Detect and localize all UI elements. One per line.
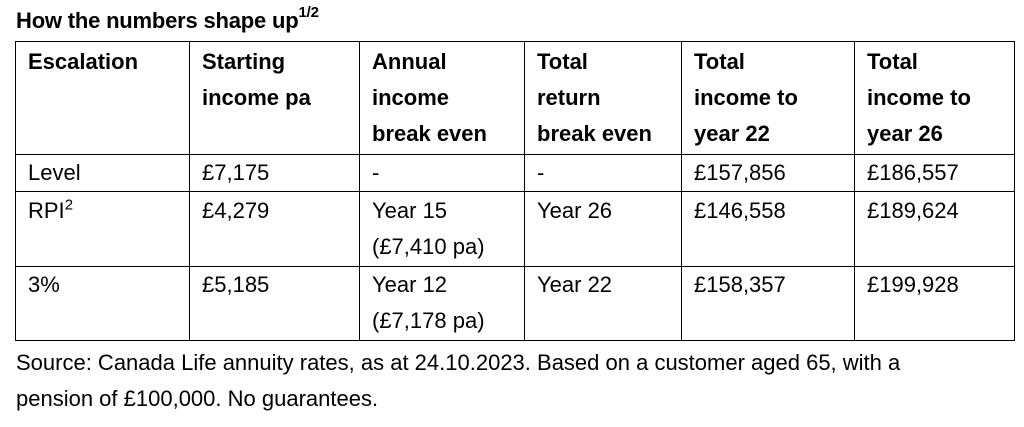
escalation-label: 3% [28, 272, 60, 297]
cell-starting-income: £4,279 [190, 192, 360, 267]
table-title-footnote: 1/2 [298, 3, 319, 21]
header-line: year 26 [867, 121, 943, 146]
header-line: Annual [372, 49, 447, 74]
header-escalation [16, 42, 190, 155]
break-even-line: (£7,410 pa) [372, 234, 485, 259]
table-title-text: How the numbers shape up [16, 8, 299, 33]
cell-escalation [16, 267, 190, 341]
cell-escalation [16, 155, 190, 192]
header-line: Total [537, 49, 588, 74]
cell-annual-break-even [360, 192, 525, 267]
header-line: break even [537, 121, 652, 146]
cell-starting-income: £7,175 [190, 155, 360, 192]
header-line: income to [694, 85, 798, 110]
header-line: return [537, 85, 601, 110]
escalation-footnote: 2 [64, 196, 74, 214]
header-line: year 22 [694, 121, 770, 146]
cell-income-year-26: £189,624 [855, 192, 1015, 267]
header-line: break even [372, 121, 487, 146]
header-income-year-22 [682, 42, 855, 155]
break-even-line: - [372, 160, 380, 185]
cell-income-year-26: £186,557 [855, 155, 1015, 192]
cell-income-year-22: £158,357 [682, 267, 855, 341]
header-income-year-26 [855, 42, 1015, 155]
annuity-comparison-table [15, 41, 1015, 341]
table-title [16, 3, 319, 36]
table-row [16, 267, 1015, 341]
cell-escalation [16, 192, 190, 267]
table-row [16, 192, 1015, 267]
break-even-line: (£7,178 pa) [372, 308, 485, 333]
header-line: income [372, 85, 450, 110]
cell-total-return-break-even: - [525, 155, 682, 192]
header-line: Escalation [28, 49, 139, 74]
escalation-label: Level [28, 160, 81, 185]
cell-total-return-break-even: Year 26 [525, 192, 682, 267]
escalation-label: RPI [28, 198, 65, 223]
header-line: Total [694, 49, 745, 74]
header-line: Starting [202, 49, 286, 74]
cell-income-year-26: £199,928 [855, 267, 1015, 341]
source-line: pension of £100,000. No guarantees. [16, 386, 379, 411]
header-total-return-break-even [525, 42, 682, 155]
source-line: Source: Canada Life annuity rates, as at 24.10.2023. Based on a customer aged 65, with a [16, 350, 901, 375]
table-row [16, 155, 1015, 192]
cell-annual-break-even [360, 267, 525, 341]
header-line: income to [867, 85, 971, 110]
cell-annual-break-even [360, 155, 525, 192]
source-note [16, 345, 1016, 417]
break-even-line: Year 15 [372, 198, 448, 223]
cell-income-year-22: £146,558 [682, 192, 855, 267]
header-line: Total [867, 49, 918, 74]
cell-starting-income: £5,185 [190, 267, 360, 341]
cell-total-return-break-even: Year 22 [525, 267, 682, 341]
cell-income-year-22: £157,856 [682, 155, 855, 192]
header-line: income pa [202, 85, 311, 110]
header-annual-break-even [360, 42, 525, 155]
header-row [16, 42, 1015, 155]
break-even-line: Year 12 [372, 272, 448, 297]
header-starting-income [190, 42, 360, 155]
